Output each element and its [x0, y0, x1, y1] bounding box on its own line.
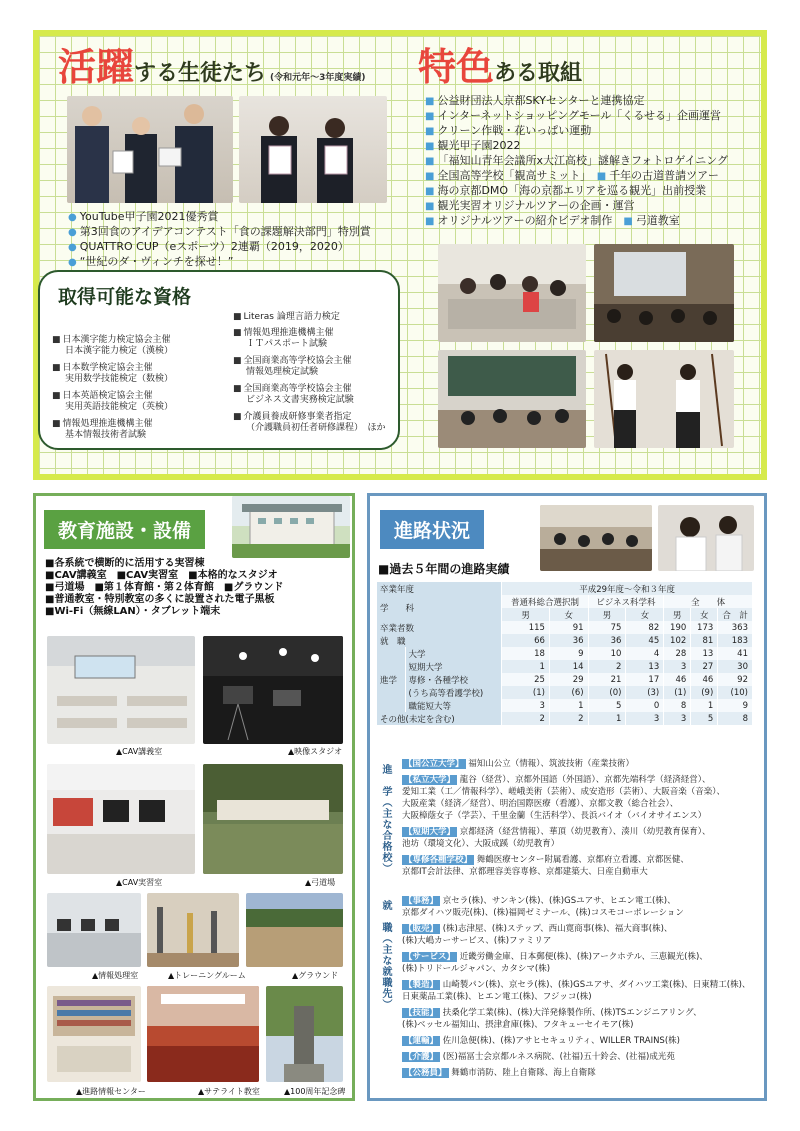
training-room-photo — [147, 893, 239, 967]
table-cell: 173 — [691, 621, 718, 634]
title-char: 特 — [418, 44, 457, 89]
table-cell: 男 — [502, 608, 550, 621]
feature-item: ■ 観光甲子園2022 — [425, 139, 521, 152]
table-cell: 男 — [664, 608, 691, 621]
feature-photo-lecture-drawing — [594, 244, 734, 342]
facility-line: ■各系統で横断的に活用する実習棟 — [45, 558, 205, 569]
features-list — [425, 94, 728, 229]
dest-line — [402, 826, 725, 838]
table-row — [377, 621, 753, 634]
dest-line — [402, 854, 725, 866]
memorial-drawing — [266, 986, 343, 1082]
dest-text: 佐川急便(株)、(株)アサヒセキュリティ、WILLER TRAINS(株) — [442, 1036, 680, 1046]
table-row — [377, 660, 753, 673]
table-row — [377, 712, 753, 725]
table-cell: 36 — [588, 634, 626, 647]
table-cell: 66 — [502, 634, 550, 647]
dest-text: 愛知工業（工／情報科学）、嵯峨美術（芸術）、成安造形（芸術）、大阪音楽（音楽）、 — [402, 787, 726, 797]
dest-text: (株)トリドールジャパン、カタシマ(株) — [402, 964, 551, 974]
info-room-photo — [47, 893, 141, 967]
dest-text: 京都IT会計法律、京都理容美容専修、京都建築大、日産自動車大 — [402, 867, 648, 877]
dest-line — [402, 1067, 750, 1079]
table-cell: 27 — [691, 660, 718, 673]
feature-item: ■ オリジナルツアーの紹介ビデオ制作 ■ 弓道教室 — [425, 214, 680, 227]
career-center-drawing — [47, 986, 141, 1082]
dest-text: (株)ベッセル福知山、摂津倉庫(株)、フタキューセイモア(株) — [402, 1020, 634, 1030]
achievement-item: ● “世紀のダ・ヴィンチを探せ！” — [68, 255, 234, 268]
caption-career-center: ▲進路情報センター — [76, 1087, 146, 1096]
qualification-org: 全国商業高等学校協会主催 — [243, 384, 352, 394]
table-cell: 学 科 — [377, 595, 502, 621]
cav-lecture-photo — [47, 636, 195, 744]
career-photo-2-drawing — [658, 505, 754, 571]
table-cell: (3) — [626, 686, 664, 699]
table-cell: ビジネス科学科 — [588, 595, 664, 608]
feature-text: 全国高等学校「観高サミット」 — [437, 169, 586, 182]
dest-text: 舞鶴医療センター附属看護、京都府立看護、京都医健、 — [476, 855, 689, 865]
dest-text: 福知山公立（情報）、筑波技術（産業技術） — [468, 759, 634, 769]
feature-text: クリーン作戦・花いっぱい運動 — [437, 124, 592, 137]
table-cell: 8 — [664, 699, 691, 712]
table-cell: 0 — [626, 699, 664, 712]
job-destinations — [402, 895, 750, 1079]
table-cell: (0) — [588, 686, 626, 699]
dest-text: 扶桑化学工業(株)、(株)大洋発條製作所、(株)TSエンジニアリング、 — [442, 1008, 702, 1018]
table-cell: 9 — [718, 699, 753, 712]
table-row — [377, 634, 753, 647]
table-cell: (1) — [502, 686, 550, 699]
table-cell: 115 — [502, 621, 550, 634]
dest-line — [402, 979, 750, 991]
feature-item: ■ インターネットショッピングモール「くるせる」企画運営 — [425, 109, 722, 122]
caption-ground: ▲グラウンド — [292, 971, 339, 980]
career-subtitle: ■過去５年間の進路実績 — [378, 562, 510, 576]
table-cell: 36 — [549, 634, 588, 647]
table-row — [377, 647, 753, 660]
cav-practice-photo — [47, 764, 195, 874]
qualification-org: 日本英語検定協会主催 — [62, 391, 153, 401]
table-cell: 13 — [626, 660, 664, 673]
title-rest: ある取組 — [494, 61, 583, 86]
career-photo-1-drawing — [540, 505, 652, 571]
memorial-photo — [266, 986, 343, 1082]
dest-text: 池坊（環境文化）、大阪成蹊（幼児教育） — [402, 839, 560, 849]
qualification-name: 日本漢字能力検定（漢検） — [65, 346, 174, 356]
career-center-photo — [47, 986, 141, 1082]
dest-text: 近畿労働金庫、日本郵便(株)、(株)アークホテル、三恵観光(株)、 — [459, 952, 708, 962]
table-cell: 9 — [549, 647, 588, 660]
table-cell: 男 — [588, 608, 626, 621]
dest-tag: 【私立大学】 — [404, 775, 456, 785]
feature-text: オリジナルツアーの紹介ビデオ制作 — [437, 214, 613, 227]
achievement-item: ● QUATTRO CUP（eスポーツ）2連覇（2019，2020） — [68, 240, 349, 253]
award-photo-1 — [67, 96, 233, 203]
table-cell: 8 — [718, 712, 753, 725]
table-row — [377, 686, 753, 699]
table-cell: 25 — [502, 673, 550, 686]
achievement-text: 第3回食のアイデアコンテスト「食の課題解決部門」特別賞 — [79, 225, 371, 238]
dest-text: 龍谷（経営）、京都外国語（外国語）、京都先端科学（経済経営）、 — [459, 775, 711, 785]
dest-text: 舞鶴市消防、陸上自衛隊、海上自衛隊 — [451, 1068, 596, 1078]
qualification-item: ■ 全国商業高等学校協会主催 ビジネス文書実務検定試験 — [233, 384, 354, 405]
table-cell: 専修・各種学校 — [405, 673, 502, 686]
table-cell: 91 — [549, 621, 588, 634]
table-cell: 183 — [718, 634, 753, 647]
caption-memorial: ▲100周年記念碑 — [284, 1087, 346, 1096]
feature-photo-classroom — [438, 350, 586, 448]
feature-item: ■ クリーン作戦・花いっぱい運動 — [425, 124, 592, 137]
table-cell: 28 — [664, 647, 691, 660]
dest-tag: 【運輸】 — [404, 1036, 439, 1046]
feature-photo-cooking — [438, 244, 586, 342]
feature-item: ■ 「福知山青年会議所x大江高校」謎解きフォトロゲイニング — [425, 154, 728, 167]
table-cell: 4 — [626, 647, 664, 660]
award-photo-2-drawing — [239, 96, 387, 203]
cav-lecture-drawing — [47, 636, 195, 744]
feature-item: ■ 公益財団法人京都SKYセンターと連携協定 — [425, 94, 645, 107]
table-cell: 大学 — [405, 647, 502, 660]
table-cell: 75 — [588, 621, 626, 634]
table-cell: 卒業者数 — [377, 621, 502, 634]
qualification-item: ■ 介護員養成研修事業者指定 （介護職員初任者研修課程） ほか — [233, 412, 386, 433]
achievement-text: “世紀のダ・ヴィンチを探せ！” — [79, 255, 234, 268]
facilities-list — [45, 558, 283, 618]
award-photo-1-drawing — [67, 96, 233, 203]
dest-text: 大阪樟蔭女子（学芸）、千里金蘭（生活科学）、長浜バイオ（バイオサイエンス） — [402, 811, 707, 821]
title-char: 躍 — [96, 44, 135, 89]
feature-photo-archery-drawing — [594, 350, 734, 448]
video-studio-photo — [203, 636, 343, 744]
qualification-name: （介護職員初任者研修課程） ほか — [246, 423, 386, 433]
study-destinations — [402, 758, 725, 878]
table-cell: 女 — [691, 608, 718, 621]
table-cell: 10 — [588, 647, 626, 660]
achievement-text: YouTube甲子園2021優秀賞 — [79, 210, 219, 223]
career-table — [377, 582, 753, 725]
table-cell: 1 — [502, 660, 550, 673]
table-cell: 職能短大等 — [405, 699, 502, 712]
table-cell: 45 — [626, 634, 664, 647]
dest-line — [402, 1051, 750, 1063]
school-building-photo — [232, 496, 350, 558]
qualification-org: 介護員養成研修事業者指定 — [243, 412, 352, 422]
ground-drawing — [246, 893, 343, 967]
title-char: 活 — [58, 44, 97, 89]
table-cell: 190 — [664, 621, 691, 634]
table-cell: 2 — [549, 712, 588, 725]
feature-photo-archery — [594, 350, 734, 448]
career-photo-2 — [658, 505, 754, 571]
feature-photo-lecture — [594, 244, 734, 342]
dest-line — [402, 1035, 750, 1047]
table-cell: 就 職 — [377, 634, 502, 647]
feature-text: 弓道教室 — [635, 214, 680, 227]
table-cell: 102 — [664, 634, 691, 647]
dest-line — [402, 758, 725, 770]
feature-photo-classroom-drawing — [438, 350, 586, 448]
table-cell: 卒業年度 — [377, 582, 502, 595]
feature-text: 海の京都DMO「海の京都エリアを巡る観光」出前授業 — [437, 184, 707, 197]
table-cell: (10) — [718, 686, 753, 699]
table-cell: 92 — [718, 673, 753, 686]
dest-text: 京セラ(株)、サンキン(株)、(株)GSユアサ、ヒエン電工(株)、 — [442, 896, 676, 906]
info-room-drawing — [47, 893, 141, 967]
dest-line — [402, 923, 750, 935]
caption-archery-hall: ▲弓道場 — [305, 878, 336, 887]
qualification-org: 日本漢字能力検定協会主催 — [62, 335, 171, 345]
table-cell: 1 — [588, 712, 626, 725]
career-photo-1 — [540, 505, 652, 571]
table-cell: 29 — [549, 673, 588, 686]
table-cell: 3 — [502, 699, 550, 712]
table-cell: (6) — [549, 686, 588, 699]
dest-tag: 【サービス】 — [404, 952, 456, 962]
qualification-name: 実用英語技能検定（英検） — [65, 402, 174, 412]
achievement-item: ● YouTube甲子園2021優秀賞 — [68, 210, 219, 223]
caption-video-studio: ▲映像スタジオ — [288, 747, 343, 756]
dest-text: 京都経済（経営情報）、華頂（幼児教育）、湊川（幼児教育保育）、 — [459, 827, 711, 837]
table-cell: 女 — [626, 608, 664, 621]
table-cell: 進学 — [377, 647, 405, 712]
table-cell: 30 — [718, 660, 753, 673]
dest-line — [402, 895, 750, 907]
dest-text: 大阪産業（経済／経営）、明治国際医療（看護）、京都文教（総合社会）、 — [402, 799, 679, 809]
satellite-room-drawing — [147, 986, 259, 1082]
caption-training-room: ▲トレーニングルーム — [168, 971, 246, 980]
video-studio-drawing — [203, 636, 343, 744]
table-cell: 2 — [502, 712, 550, 725]
cav-practice-drawing — [47, 764, 195, 874]
qualification-name: ＩＴパスポート試験 — [246, 339, 328, 349]
table-cell: 5 — [691, 712, 718, 725]
features-title — [418, 36, 582, 91]
table-cell: 363 — [718, 621, 753, 634]
qualification-item: ■ 日本英語検定協会主催 実用英語技能検定（英検） — [52, 391, 174, 412]
dest-tag: 【専修各種学校】 — [404, 855, 473, 865]
table-cell: 2 — [588, 660, 626, 673]
dest-tag: 【介護】 — [404, 1052, 439, 1062]
achievement-item: ● 第3回食のアイデアコンテスト「食の課題解決部門」特別賞 — [68, 225, 371, 238]
qualification-item: ■ 日本数学検定協会主催 実用数学技能検定（数検） — [52, 363, 174, 384]
ground-photo — [246, 893, 343, 967]
table-cell: 14 — [549, 660, 588, 673]
dest-tag: 【国公立大学】 — [404, 759, 464, 769]
caption-satellite-room: ▲サテライト教室 — [198, 1087, 260, 1096]
facilities-banner: 教育施設・設備 — [44, 510, 205, 549]
table-row — [377, 582, 753, 595]
table-cell: 全 体 — [664, 595, 753, 608]
archery-hall-drawing — [203, 764, 343, 874]
dest-tag: 【技能】 — [404, 1008, 439, 1018]
qualification-org: 全国商業高等学校協会主催 — [243, 356, 352, 366]
qualification-org: 情報処理推進機構主催 — [243, 328, 334, 338]
facility-line: ■Wi-Fi（無線LAN）・タブレット端末 — [45, 606, 221, 617]
dest-tag: 【短期大学】 — [404, 827, 456, 837]
table-cell: (9) — [691, 686, 718, 699]
qualification-org: 日本数学検定協会主催 — [62, 363, 153, 373]
feature-text: 「福知山青年会議所x大江高校」謎解きフォトロゲイニング — [437, 154, 728, 167]
table-cell: 短期大学 — [405, 660, 502, 673]
table-cell: 82 — [626, 621, 664, 634]
qualification-name: 基本情報技術者試験 — [65, 430, 147, 440]
table-cell: 3 — [626, 712, 664, 725]
caption-info-room: ▲情報処理室 — [92, 971, 139, 980]
title-note: (令和元年〜3年度実績) — [270, 73, 366, 83]
award-photo-2 — [239, 96, 387, 203]
title-char: 色 — [456, 44, 495, 89]
table-cell: 合 計 — [718, 608, 753, 621]
table-cell: 平成29年度〜令和３年度 — [502, 582, 753, 595]
feature-item: ■ 全国高等学校「観高サミット」 ■ 千年の古道普請ツアー — [425, 169, 719, 182]
dest-tag: 【公務員】 — [404, 1068, 447, 1078]
dest-line — [402, 1007, 750, 1019]
caption-cav-practice: ▲CAV実習室 — [116, 878, 163, 887]
feature-text: インターネットショッピングモール「くるせる」企画運営 — [437, 109, 722, 122]
dest-text: 日東薬品工業(株)、ヒエン電工(株)、フジッコ(株) — [402, 992, 592, 1002]
study-vertical-label: 進 学（主な合格校） — [380, 764, 391, 874]
dest-text: (株)大嶋カーサービス、(株)ファミリア — [402, 936, 552, 946]
qualification-item: ■ 全国商業高等学校協会主催 情報処理検定試験 — [233, 356, 352, 377]
qualifications-title: 取得可能な資格 — [58, 286, 192, 308]
facility-line: ■CAV講義室 ■CAV実習室 ■本格的なスタジオ — [45, 570, 278, 581]
table-cell: 46 — [664, 673, 691, 686]
job-vertical-label: 就 職（主な就職先） — [380, 900, 391, 1010]
table-cell: (うち高等看護学校) — [405, 686, 502, 699]
feature-item: ■ 海の京都DMO「海の京都エリアを巡る観光」出前授業 — [425, 184, 707, 197]
table-row — [377, 673, 753, 686]
facility-line: ■普通教室・特別教室の多くに設置された電子黒板 — [45, 594, 275, 605]
qualification-name: 情報処理検定試験 — [246, 367, 319, 377]
school-building-drawing — [232, 496, 350, 558]
table-cell: 46 — [691, 673, 718, 686]
qualification-item: ■ 日本漢字能力検定協会主催 日本漢字能力検定（漢検） — [52, 335, 174, 356]
qualification-org: 情報処理推進機構主催 — [62, 419, 153, 429]
table-cell: 21 — [588, 673, 626, 686]
qualification-name: ビジネス文書実務検定試験 — [246, 395, 354, 405]
table-cell: 81 — [691, 634, 718, 647]
table-row — [377, 595, 753, 608]
feature-text: 観光実習オリジナルツアーの企画・運営 — [437, 199, 635, 212]
qualification-item: ■ 情報処理推進機構主催 基本情報技術者試験 — [52, 419, 153, 440]
table-cell: 5 — [588, 699, 626, 712]
qualification-item: ■ 情報処理推進機構主催 ＩＴパスポート試験 — [233, 328, 334, 349]
table-cell: 3 — [664, 660, 691, 673]
feature-photo-cooking-drawing — [438, 244, 586, 342]
archery-hall-photo — [203, 764, 343, 874]
table-cell: 17 — [626, 673, 664, 686]
training-room-drawing — [147, 893, 239, 967]
feature-text: 観光甲子園2022 — [437, 139, 521, 152]
caption-cav-lecture: ▲CAV講義室 — [116, 747, 163, 756]
dest-tag: 【事務】 — [404, 896, 439, 906]
table-cell: 1 — [691, 699, 718, 712]
dest-text: 京都ダイハツ販売(株)、(株)福岡ゼミナール、(株)コスモコーポレーション — [402, 908, 684, 918]
feature-text: 千年の古道普請ツアー — [609, 169, 719, 182]
facility-line: ■弓道場 ■第１体育館・第２体育館 ■グラウンド — [45, 582, 284, 593]
table-cell: その他(未定を含む) — [377, 712, 502, 725]
table-cell: (1) — [664, 686, 691, 699]
table-cell: 普通科総合選択制 — [502, 595, 588, 608]
table-row — [377, 699, 753, 712]
table-cell: 18 — [502, 647, 550, 660]
table-cell: 13 — [691, 647, 718, 660]
table-cell: 3 — [664, 712, 691, 725]
dest-text: (医)福冨士会京都ルネス病院、(社福)五十鈴会、(社福)成光苑 — [442, 1052, 675, 1062]
feature-text: 公益財団法人京都SKYセンターと連携協定 — [437, 94, 645, 107]
qualification-name: 実用数学技能検定（数検） — [65, 374, 174, 384]
table-cell: 1 — [549, 699, 588, 712]
qualification-item: ■ Literas 論理言語力検定 — [233, 312, 340, 322]
dest-text: (株)志津屋、(株)ステップ、西山寛商事(株)、福大商事(株)、 — [442, 924, 673, 934]
career-banner: 進路状況 — [380, 510, 484, 549]
activities-title — [58, 36, 366, 91]
qualification-name: Literas 論理言語力検定 — [243, 312, 340, 322]
feature-item: ■ 観光実習オリジナルツアーの企画・運営 — [425, 199, 635, 212]
title-rest: する生徒たち — [134, 61, 267, 86]
table-cell: 女 — [549, 608, 588, 621]
achievement-text: QUATTRO CUP（eスポーツ）2連覇（2019，2020） — [79, 240, 349, 253]
satellite-room-photo — [147, 986, 259, 1082]
dest-line — [402, 951, 750, 963]
dest-text: 山崎製パン(株)、京セラ(株)、(株)GSユアサ、ダイハツ工業(株)、日東精工(株)、 — [442, 980, 751, 990]
table-cell: 41 — [718, 647, 753, 660]
dest-tag: 【販売】 — [404, 924, 439, 934]
dest-line — [402, 774, 725, 786]
dest-tag: 【製造】 — [404, 980, 439, 990]
